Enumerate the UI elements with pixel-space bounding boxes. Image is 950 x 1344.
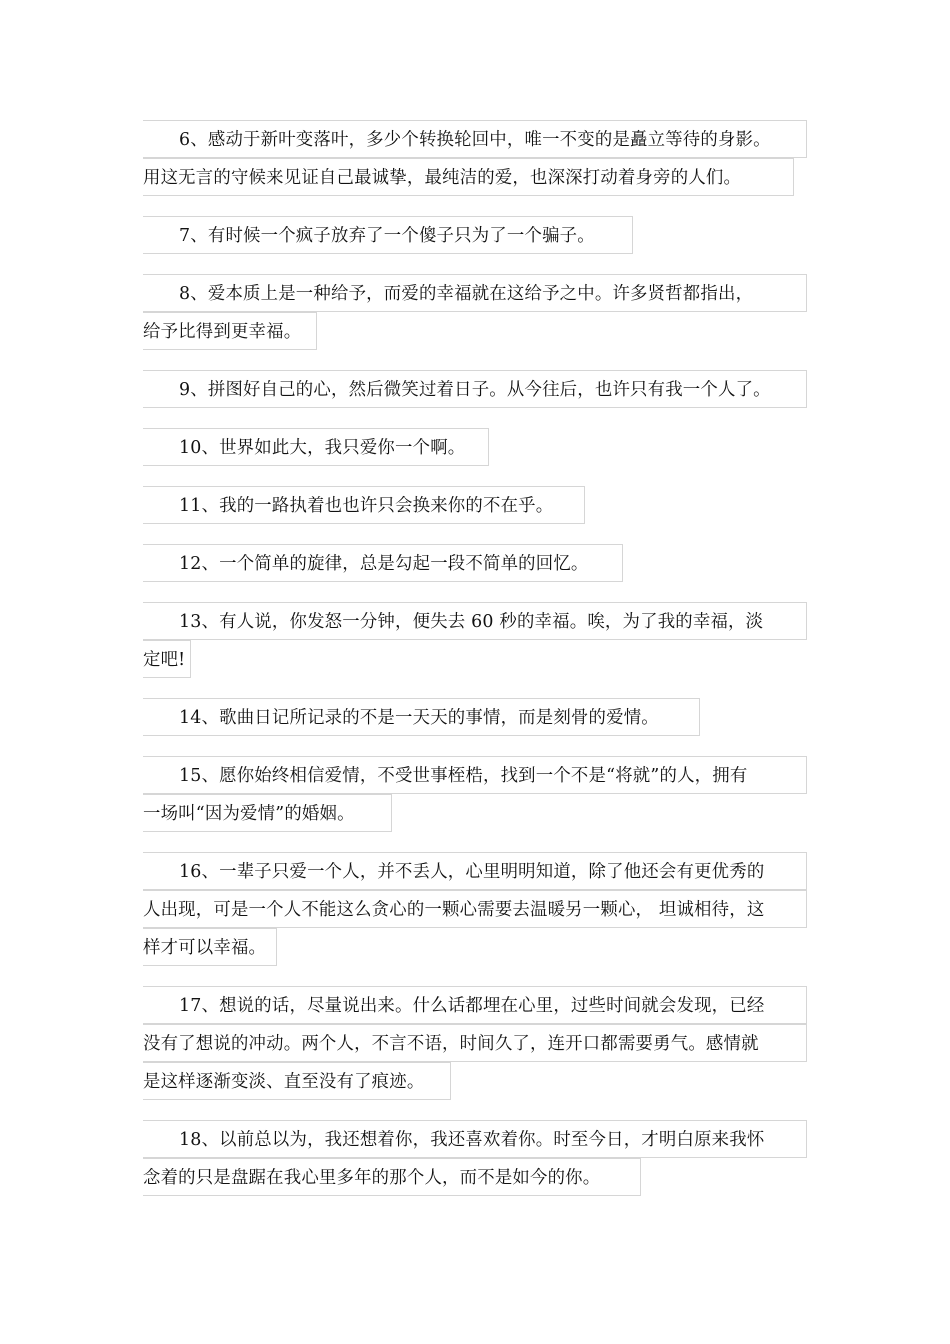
paragraph-line: 10、世界如此大，我只爱你一个啊。 [143, 428, 489, 466]
paragraph-line: 16、一辈子只爱一个人，并不丢人，心里明明知道，除了他还会有更优秀的 [143, 852, 807, 890]
paragraph-6 [143, 120, 807, 196]
paragraph-line: 8、爱本质上是一种给予，而爱的幸福就在这给予之中。许多贤哲都指出， [143, 274, 807, 312]
paragraph-line: 是这样逐渐变淡、直至没有了痕迹。 [143, 1062, 451, 1100]
paragraph-line: 17、想说的话，尽量说出来。什么话都埋在心里，过些时间就会发现，已经 [143, 986, 807, 1024]
paragraph-9 [143, 370, 807, 408]
paragraph-line: 6、感动于新叶变落叶，多少个转换轮回中，唯一不变的是矗立等待的身影。 [143, 120, 807, 158]
paragraph-16 [143, 852, 807, 966]
paragraph-7 [143, 216, 807, 254]
paragraph-line: 13、有人说，你发怒一分钟，便失去 60 秒的幸福。唉，为了我的幸福，淡 [143, 602, 807, 640]
paragraph-line: 18、以前总以为，我还想着你，我还喜欢着你。时至今日，才明白原来我怀 [143, 1120, 807, 1158]
paragraph-12 [143, 544, 807, 582]
paragraph-line: 样才可以幸福。 [143, 928, 277, 966]
paragraph-18 [143, 1120, 807, 1196]
paragraph-line: 人出现，可是一个人不能这么贪心的一颗心需要去温暖另一颗心， 坦诚相待，这 [143, 890, 807, 928]
document-body [143, 120, 807, 1216]
paragraph-line: 11、我的一路执着也也许只会换来你的不在乎。 [143, 486, 585, 524]
paragraph-line: 7、有时候一个疯子放弃了一个傻子只为了一个骗子。 [143, 216, 633, 254]
paragraph-11 [143, 486, 807, 524]
paragraph-line: 一场叫“因为爱情”的婚姻。 [143, 794, 392, 832]
paragraph-17 [143, 986, 807, 1100]
paragraph-13 [143, 602, 807, 678]
paragraph-line: 给予比得到更幸福。 [143, 312, 317, 350]
paragraph-15 [143, 756, 807, 832]
paragraph-line: 没有了想说的冲动。两个人，不言不语，时间久了，连开口都需要勇气。感情就 [143, 1024, 807, 1062]
paragraph-line: 12、一个简单的旋律，总是勾起一段不简单的回忆。 [143, 544, 623, 582]
paragraph-line: 念着的只是盘踞在我心里多年的那个人，而不是如今的你。 [143, 1158, 641, 1196]
paragraph-14 [143, 698, 807, 736]
paragraph-10 [143, 428, 807, 466]
paragraph-8 [143, 274, 807, 350]
paragraph-line: 14、歌曲日记所记录的不是一天天的事情，而是刻骨的爱情。 [143, 698, 700, 736]
paragraph-line: 15、愿你始终相信爱情，不受世事桎梏，找到一个不是“将就”的人，拥有 [143, 756, 807, 794]
paragraph-line: 用这无言的守候来见证自己最诚挚，最纯洁的爱，也深深打动着身旁的人们。 [143, 158, 794, 196]
paragraph-line: 9、拼图好自己的心，然后微笑过着日子。从今往后，也许只有我一个人了。 [143, 370, 807, 408]
paragraph-line: 定吧! [143, 640, 191, 678]
